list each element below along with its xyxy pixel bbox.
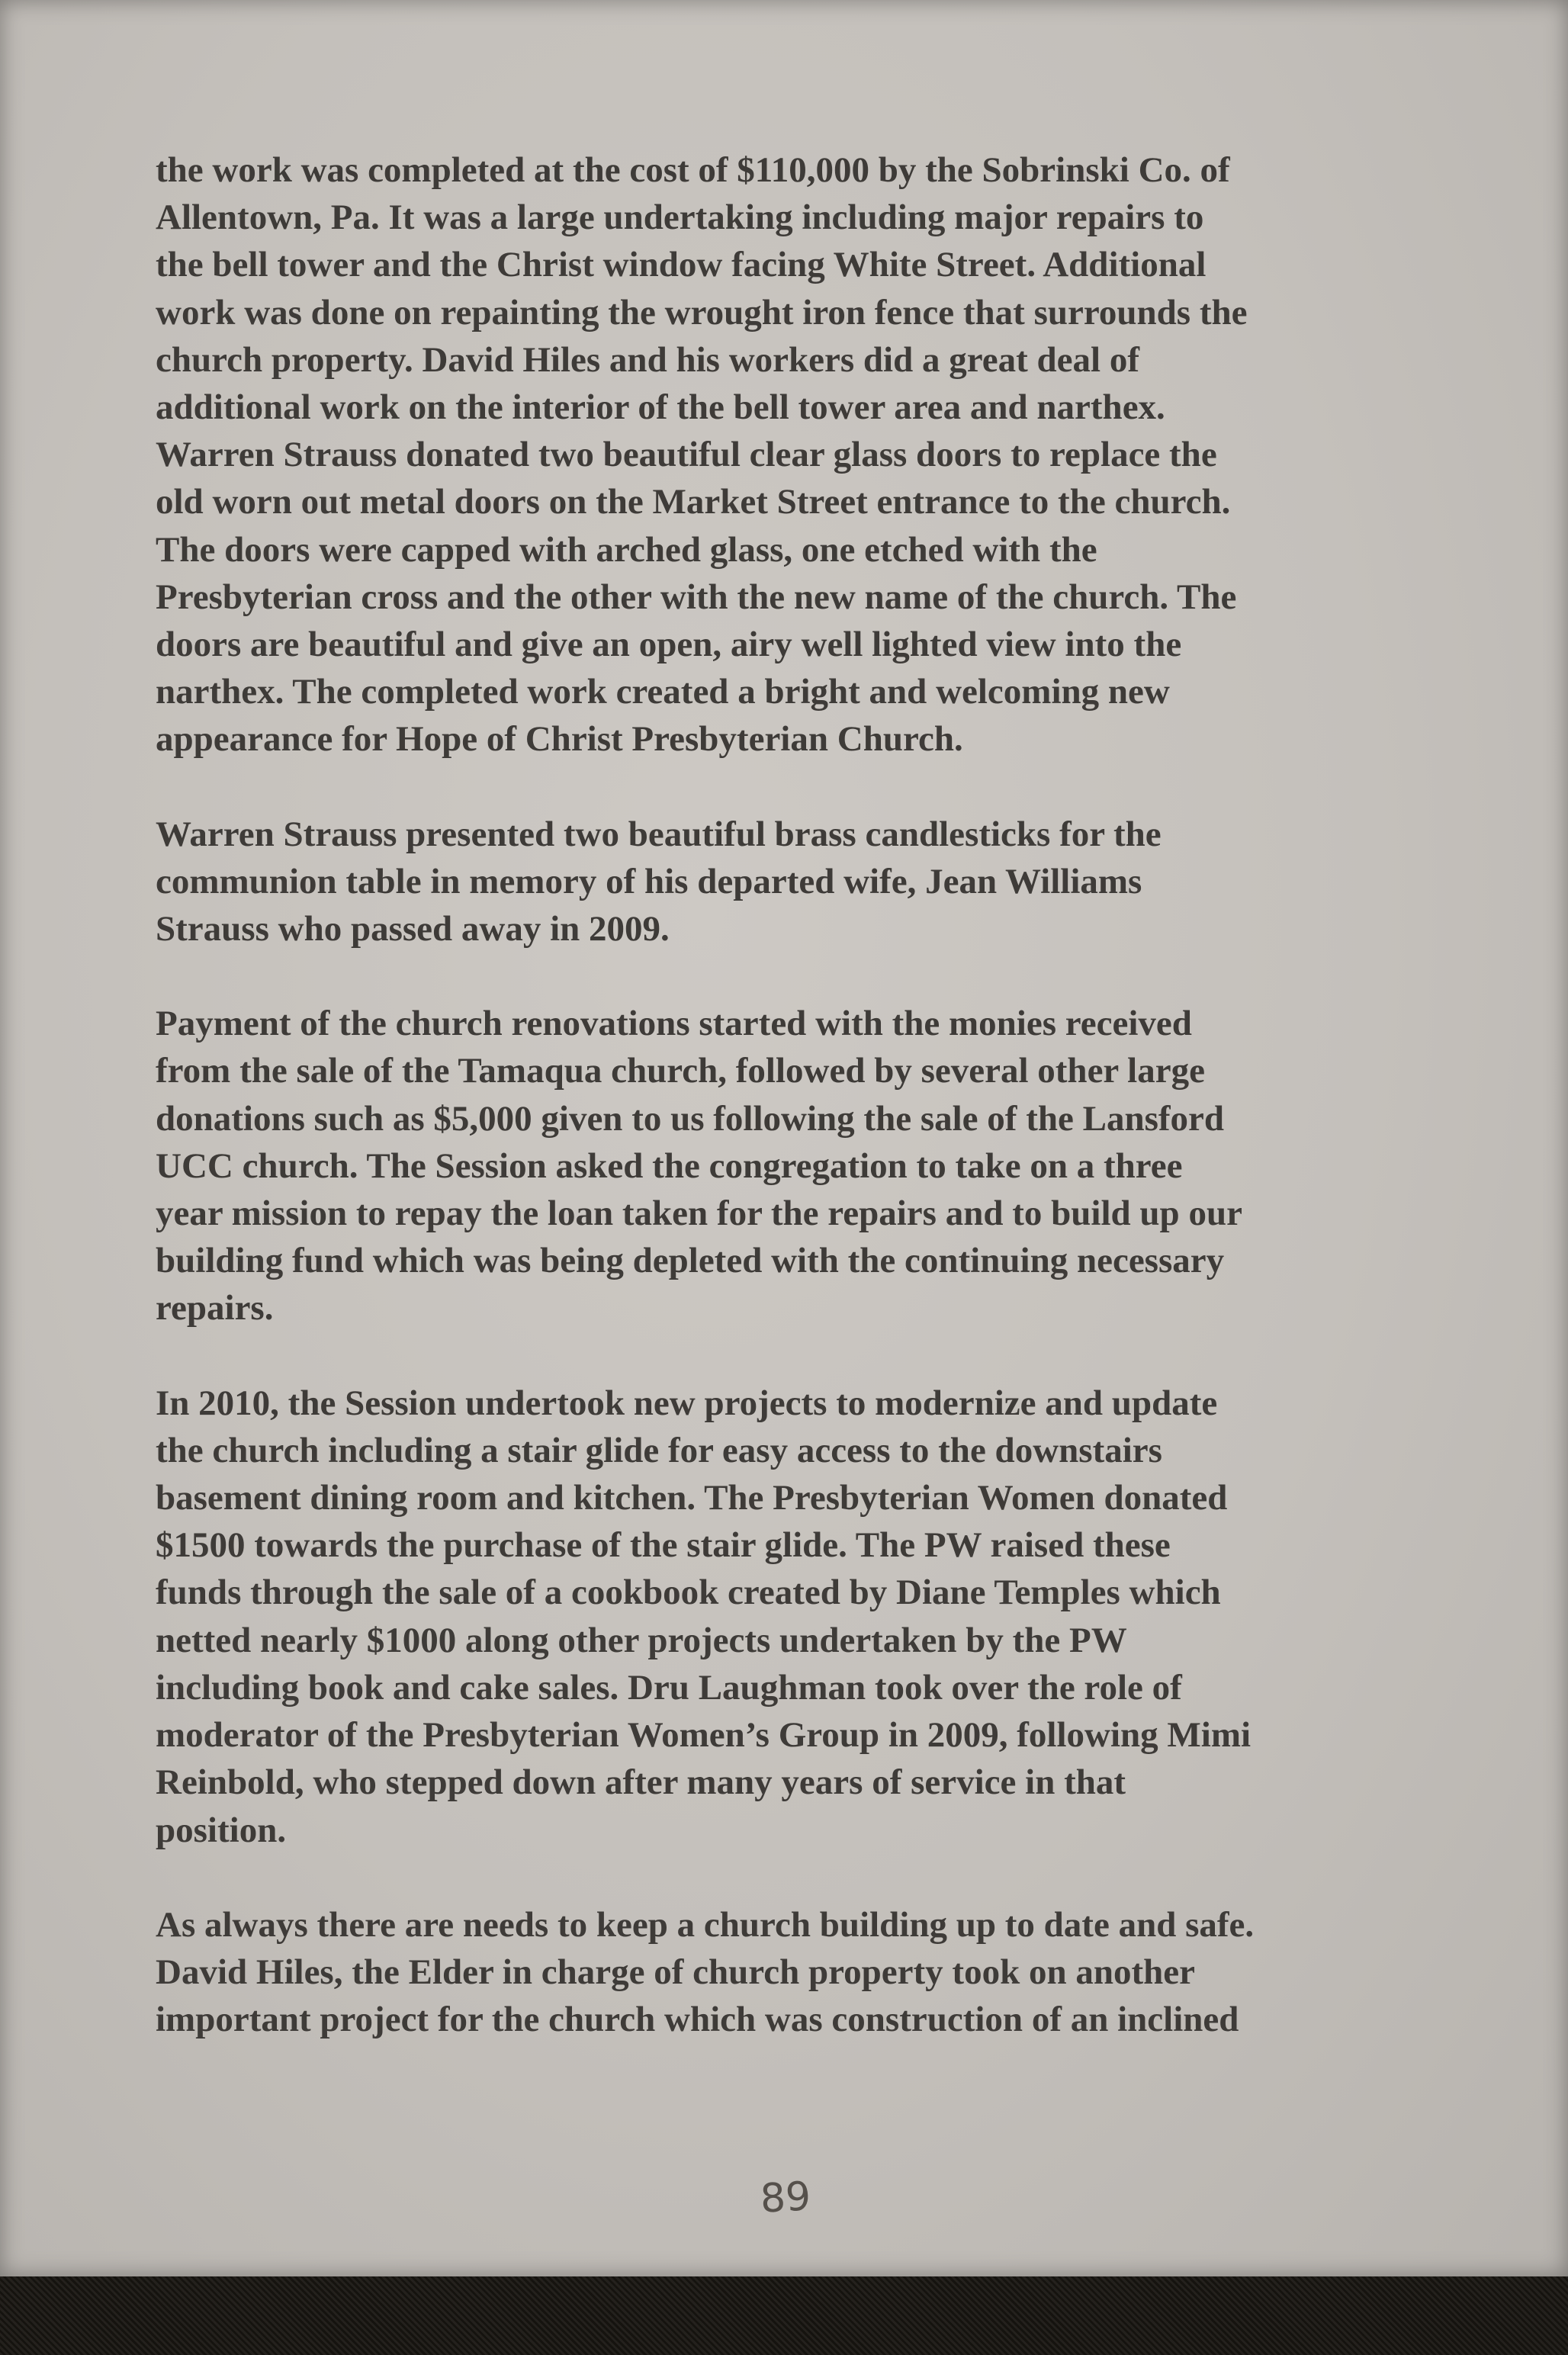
text-line: narthex. The completed work created a bright and welcoming new — [156, 672, 1170, 712]
text-line: old worn out metal doors on the Market Street entrance to the church. — [156, 482, 1231, 522]
text-line: Reinbold, who stepped down after many years of service in that — [156, 1762, 1126, 1803]
text-line: Presbyterian cross and the other with the new name of the church. The — [156, 577, 1237, 617]
paragraph-5 — [156, 1901, 1437, 2044]
text-line: The doors were capped with arched glass, one etched with the — [156, 529, 1097, 570]
paragraph-4 — [156, 1380, 1437, 1854]
text-line: including book and cake sales. Dru Laughman took over the role of — [156, 1667, 1182, 1708]
text-line: moderator of the Presbyterian Women’s Group in 2009, following Mimi — [156, 1715, 1252, 1756]
text-line: appearance for Hope of Christ Presbyterian Church. — [156, 719, 963, 760]
text-line: additional work on the interior of the bell tower area and narthex. — [156, 387, 1165, 428]
text-line: the church including a stair glide for easy access to the downstairs — [156, 1430, 1162, 1470]
text-line: work was done on repainting the wrought iron fence that surrounds the — [156, 292, 1248, 333]
text-line: communion table in memory of his departed wife, Jean Williams — [156, 861, 1142, 901]
text-line: David Hiles, the Elder in charge of church property took on another — [156, 1952, 1195, 1992]
text-line: Allentown, Pa. It was a large undertaking including major repairs to — [156, 198, 1204, 238]
body-text — [156, 146, 1437, 2090]
text-line: the work was completed at the cost of $110,000 by the Sobrinski Co. of — [156, 150, 1230, 190]
text-line: netted nearly $1000 along other projects undertaken by the PW — [156, 1620, 1127, 1660]
text-line: basement dining room and kitchen. The Presbyterian Women donated — [156, 1478, 1228, 1518]
paragraph-2 — [156, 811, 1437, 953]
text-line: Warren Strauss donated two beautiful clear glass doors to replace the — [156, 435, 1217, 475]
text-line: Warren Strauss presented two beautiful brass candlesticks for the — [156, 814, 1162, 854]
text-line: position. — [156, 1810, 287, 1850]
page-number: 89 — [759, 2173, 812, 2222]
text-line: UCC church. The Session asked the congregation to take on a three — [156, 1145, 1183, 1186]
text-line: from the sale of the Tamaqua church, followed by several other large — [156, 1051, 1205, 1091]
text-line: Strauss who passed away in 2009. — [156, 909, 670, 949]
text-line: year mission to repay the loan taken for the repairs and to build up our — [156, 1194, 1242, 1234]
text-line: In 2010, the Session undertook new projects to modernize and update — [156, 1383, 1218, 1423]
text-line: doors are beautiful and give an open, airy well lighted view into the — [156, 625, 1182, 665]
text-line: the bell tower and the Christ window facing White Street. Additional — [156, 245, 1207, 285]
table-surface — [0, 2276, 1568, 2355]
text-line: Payment of the church renovations started with the monies received — [156, 1004, 1192, 1044]
text-line: funds through the sale of a cookbook created by Diane Temples which — [156, 1573, 1221, 1613]
paragraph-3 — [156, 1000, 1437, 1332]
text-line: donations such as $5,000 given to us following the sale of the Lansford — [156, 1098, 1225, 1139]
paragraph-1 — [156, 146, 1437, 763]
text-line: $1500 towards the purchase of the stair glide. The PW raised these — [156, 1525, 1171, 1566]
text-line: building fund which was being depleted with the continuing necessary — [156, 1241, 1225, 1281]
text-line: As always there are needs to keep a church building up to date and safe. — [156, 1904, 1255, 1945]
text-line: important project for the church which was construction of an inclined — [156, 2000, 1239, 2040]
text-line: repairs. — [156, 1288, 274, 1329]
text-line: church property. David Hiles and his workers did a great deal of — [156, 339, 1139, 380]
